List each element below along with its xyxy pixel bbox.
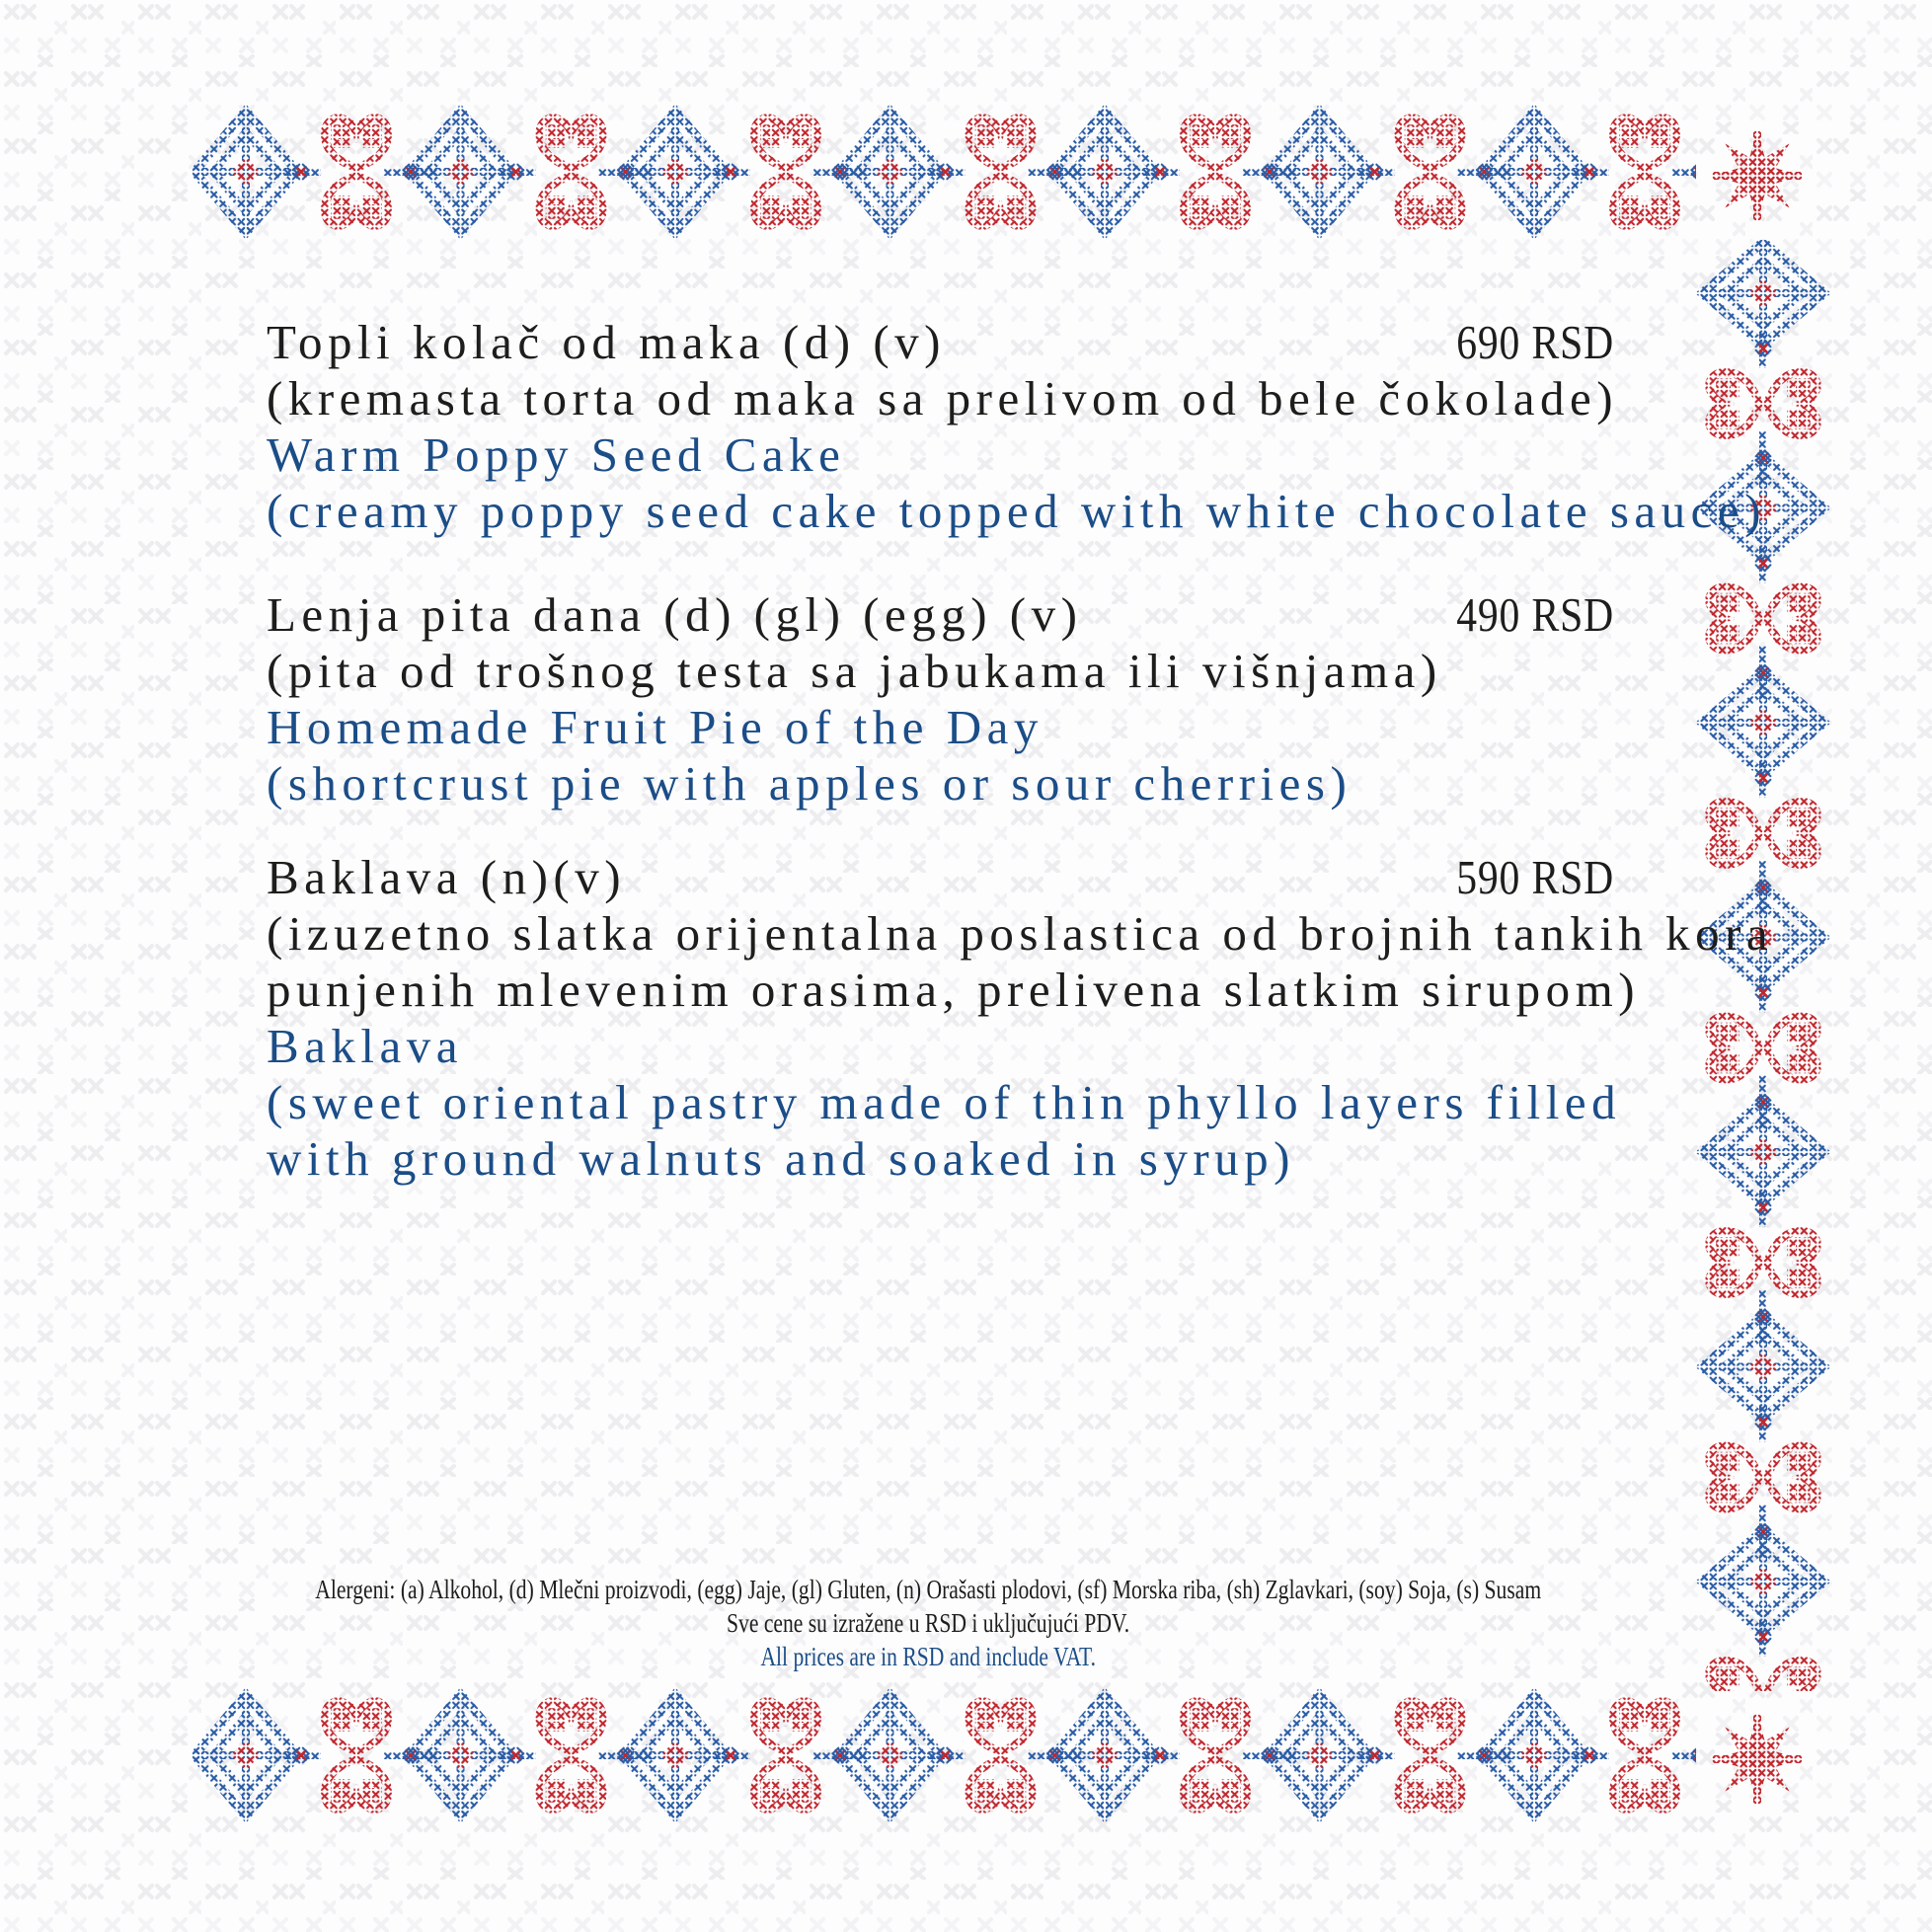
- item-price: [1429, 586, 1614, 643]
- item-desc-sr: (izuzetno slatka orijentalna poslastica od brojnih tankih kora: [267, 906, 1774, 961]
- item-name-en: Baklava: [267, 1019, 464, 1073]
- item-name-sr: Lenja pita dana (d) (gl) (egg) (v): [267, 587, 1083, 642]
- item-price: [1429, 314, 1614, 370]
- vat-note-sr: Sve cene su izražene u RSD i uključujući PDV.: [726, 1608, 1130, 1638]
- vat-note-en: All prices are in RSD and include VAT.: [760, 1642, 1096, 1671]
- menu-item: [267, 586, 1442, 811]
- item-name-sr: Baklava (n)(v): [267, 850, 627, 904]
- item-desc-sr: (kremasta torta od maka sa prelivom od bele čokolade): [267, 371, 1619, 425]
- menu-footer: [0, 1573, 1856, 1673]
- corner-star-ornament-bottom: [1712, 1714, 1803, 1805]
- item-desc-en: with ground walnuts and soaked in syrup): [267, 1131, 1295, 1186]
- item-desc-en: (shortcrust pie with apples or sour cherries): [267, 756, 1352, 811]
- item-price: [1429, 849, 1614, 905]
- item-price-value: 690 RSD: [1456, 315, 1614, 369]
- item-name-en: Warm Poppy Seed Cake: [267, 427, 846, 482]
- item-desc-sr: punjenih mlevenim orasima, prelivena slatkim sirupom): [267, 963, 1641, 1017]
- item-price-value: 490 RSD: [1456, 587, 1614, 642]
- item-desc-en: (creamy poppy seed cake topped with white chocolate sauce): [267, 484, 1766, 538]
- corner-star-ornament-top: [1712, 130, 1803, 221]
- item-name-sr: Topli kolač od maka (d) (v): [267, 315, 946, 369]
- item-name-en: Homemade Fruit Pie of the Day: [267, 700, 1043, 754]
- item-price-value: 590 RSD: [1456, 850, 1614, 904]
- item-desc-en: (sweet oriental pastry made of thin phyllo layers filled: [267, 1075, 1622, 1129]
- item-desc-sr: (pita od trošnog testa sa jabukama ili višnjama): [267, 644, 1442, 698]
- allergen-legend: Alergeni: (a) Alkohol, (d) Mlečni proizvodi, (egg) Jaje, (gl) Gluten, (n) Orašasti plodovi, (sf) Morska riba, (sh) Zglavkari, (soy) Soja, (s) Susam: [315, 1575, 1541, 1604]
